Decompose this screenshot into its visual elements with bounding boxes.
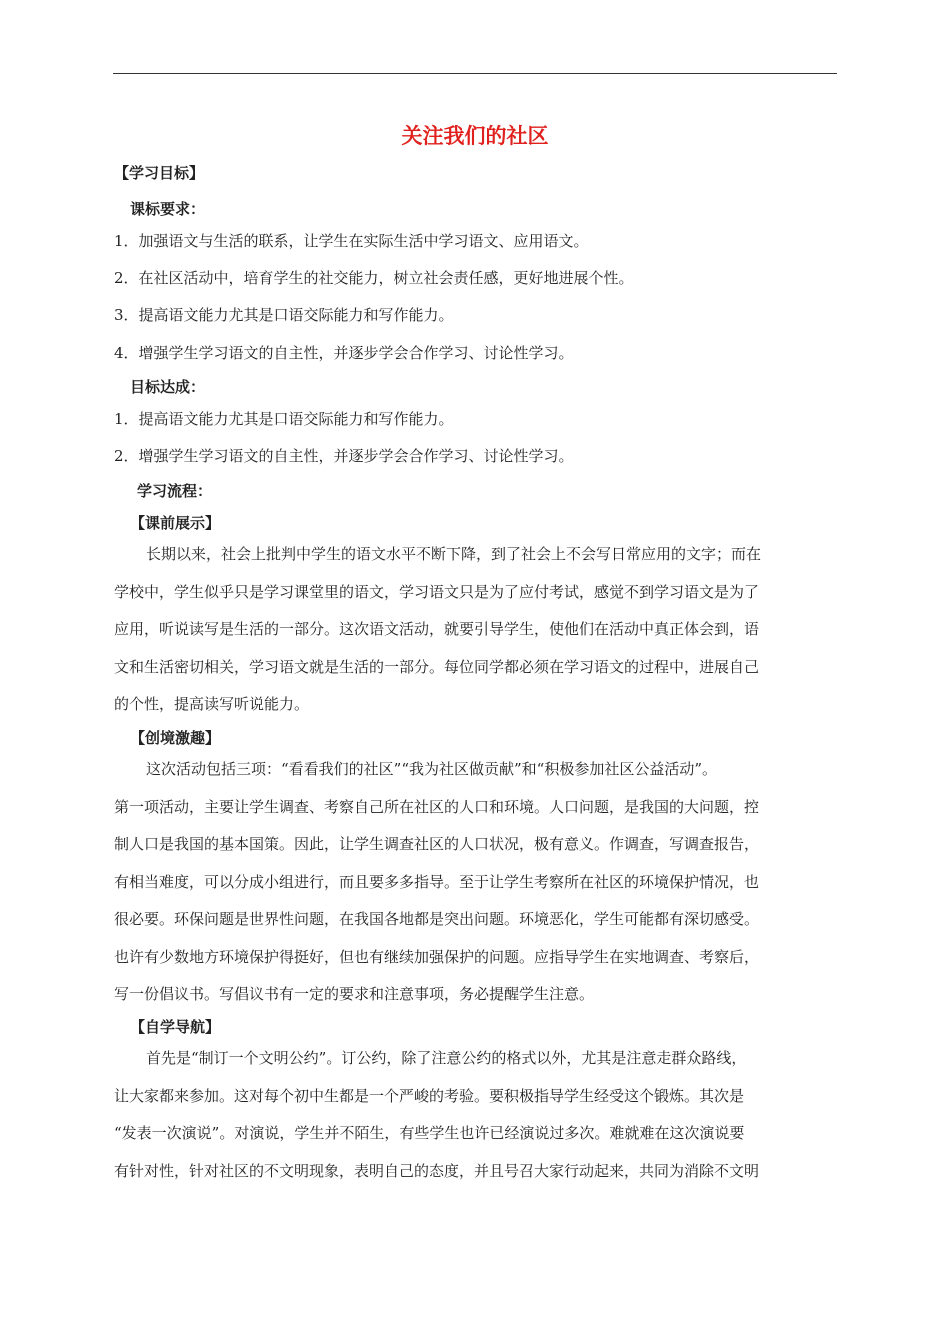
text-line: 有针对性，针对社区的不文明现象，表明自己的态度，并且号召大家行动起来，共同为消除不文明 [114, 1161, 760, 1180]
selfstudy-heading: 【自学导航】 [130, 1018, 221, 1036]
text-line: 长期以来，社会上批判中学生的语文水平不断下降，到了社会上不会写日常应用的文字；而在 [146, 545, 762, 563]
text-line: 让大家都来参加。这对每个初中生都是一个严峻的考验。要积极指导学生经受这个锻炼。其次是 [114, 1086, 745, 1105]
text-line: 这次活动包括三项：“看看我们的社区”“我为社区做贡献”和“积极参加社区公益活动”。 [146, 760, 718, 778]
objectives-heading: 【学习目标】 [114, 164, 205, 182]
curriculum-item-1: 1．加强语文与生活的联系，让学生在实际生活中学习语文、应用语文。 [114, 232, 589, 250]
text-line: 文和生活密切相关，学习语文就是生活的一部分。每位同学都必须在学习语文的过程中，进展自己 [114, 657, 760, 676]
curriculum-item-3: 3．提高语文能力尤其是口语交际能力和写作能力。 [114, 306, 454, 324]
curriculum-heading: 课标要求： [130, 200, 206, 218]
goal-item-1: 1．提高语文能力尤其是口语交际能力和写作能力。 [114, 410, 454, 428]
preview-paragraph [114, 536, 836, 724]
scenario-paragraph [114, 751, 836, 1014]
text-line: 的个性，提高读写听说能力。 [114, 695, 310, 713]
header-rule [113, 73, 837, 74]
text-line: 制人口是我国的基本国策。因此，让学生调查社区的人口状况，极有意义。作调查，写调查报告， [114, 835, 760, 853]
text-line: 也许有少数地方环境保护得挺好，但也有继续加强保护的问题。应指导学生在实地调查、考察后， [114, 947, 760, 966]
selfstudy-paragraph [114, 1040, 836, 1190]
scenario-heading: 【创境激趣】 [130, 729, 221, 747]
text-line: 学校中，学生似乎只是学习课堂里的语文，学习语文只是为了应付考试，感觉不到学习语文是为了 [114, 582, 760, 601]
text-line: 应用，听说读写是生活的一部分。这次语文活动，就要引导学生，使他们在活动中真正体会到，语 [114, 620, 760, 638]
text-line: 首先是“制订一个文明公约”。订公约，除了注意公约的格式以外，尤其是注意走群众路线， [146, 1049, 747, 1067]
page-title: 关注我们的社区 [401, 124, 549, 148]
curriculum-item-4: 4．增强学生学习语文的自主性，并逐步学会合作学习、讨论性学习。 [114, 344, 574, 362]
process-heading: 学习流程： [137, 482, 213, 500]
preview-heading: 【课前展示】 [130, 514, 221, 532]
curriculum-item-2: 2．在社区活动中，培育学生的社交能力，树立社会责任感，更好地进展个性。 [114, 269, 634, 287]
text-line: 有相当难度，可以分成小组进行，而且要多多指导。至于让学生考察所在社区的环境保护情况，也 [114, 872, 760, 891]
text-line: “发表一次演说”。对演说，学生并不陌生，有些学生也许已经演说过多次。难就难在这次演说要 [114, 1124, 745, 1142]
text-line: 很必要。环保问题是世界性问题，在我国各地都是突出问题。环境恶化，学生可能都有深切感受。 [114, 910, 760, 928]
goal-item-2: 2．增强学生学习语文的自主性，并逐步学会合作学习、讨论性学习。 [114, 447, 574, 465]
goals-heading: 目标达成： [130, 378, 206, 396]
text-line: 写一份倡议书。写倡议书有一定的要求和注意事项，务必提醒学生注意。 [114, 985, 595, 1003]
text-line: 第一项活动，主要让学生调查、考察自己所在社区的人口和环境。人口问题，是我国的大问题，控 [114, 797, 760, 816]
